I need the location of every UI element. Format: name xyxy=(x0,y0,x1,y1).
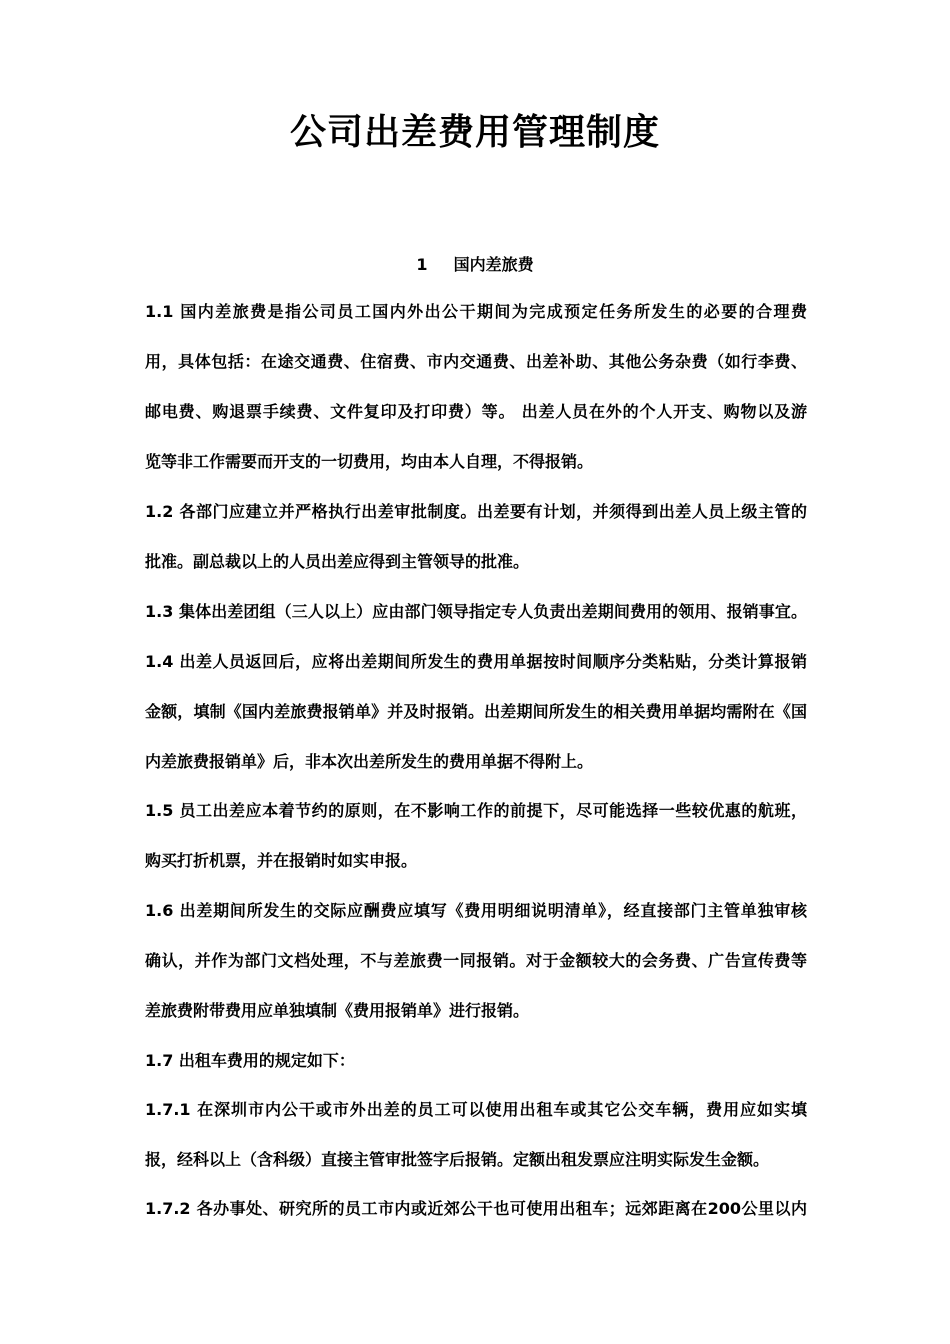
paragraph-line: 金额，填制《国内差旅费报销单》并及时报销。出差期间所发生的相关费用单据均需附在《国 xyxy=(145,702,807,721)
paragraph-line: 报，经科以上（含科级）直接主管审批签字后报销。定额出租发票应注明实际发生金额。 xyxy=(145,1150,770,1169)
paragraph-line: 内差旅费报销单》后，非本次出差所发生的费用单据不得附上。 xyxy=(145,752,594,771)
paragraph-line: 差旅费附带费用应单独填制《费用报销单》进行报销。 xyxy=(145,1001,530,1020)
paragraph-line: 1.2 各部门应建立并严格执行出差审批制度。出差要有计划，并须得到出差人员上级主管的 xyxy=(145,502,807,521)
paragraph-line: 1.7.2 各办事处、研究所的员工市内或近郊公干也可使用出租车；远郊距离在200公里以内 xyxy=(145,1199,807,1218)
document-title: 公司出差费用管理制度 xyxy=(289,112,660,153)
paragraph-line: 批准。副总裁以上的人员出差应得到主管领导的批准。 xyxy=(145,552,530,571)
paragraph-line: 1.3 集体出差团组（三人以上）应由部门领导指定专人负责出差期间费用的领用、报销事宜。 xyxy=(145,602,807,621)
paragraph-line: 1.5 员工出差应本着节约的原则，在不影响工作的前提下，尽可能选择一些较优惠的航班， xyxy=(145,801,807,820)
paragraph-line: 购买打折机票，并在报销时如实申报。 xyxy=(145,851,418,870)
paragraph-line: 邮电费、购退票手续费、文件复印及打印费）等。 出差人员在外的个人开支、购物以及游 xyxy=(145,402,807,421)
section-heading xyxy=(0,252,950,275)
paragraph-line: 1.4 出差人员返回后，应将出差期间所发生的费用单据按时间顺序分类粘贴，分类计算报销 xyxy=(145,652,807,671)
paragraph-line: 1.7 出租车费用的规定如下： xyxy=(145,1051,355,1070)
section-number: 1 xyxy=(416,255,428,274)
paragraph-line: 1.1 国内差旅费是指公司员工国内外出公干期间为完成预定任务所发生的必要的合理费 xyxy=(145,302,807,321)
section-title: 国内差旅费 xyxy=(453,255,534,274)
paragraph-line: 览等非工作需要而开支的一切费用，均由本人自理，不得报销。 xyxy=(145,452,594,471)
paragraph-line: 1.6 出差期间所发生的交际应酬费应填写《费用明细说明清单》，经直接部门主管单独审核 xyxy=(145,901,807,920)
paragraph-line: 确认，并作为部门文档处理，不与差旅费一同报销。对于金额较大的会务费、广告宣传费等 xyxy=(145,951,807,970)
paragraph-line: 1.7.1 在深圳市内公干或市外出差的员工可以使用出租车或其它公交车辆，费用应如实填 xyxy=(145,1100,807,1119)
paragraph-line: 用，具体包括：在途交通费、住宿费、市内交通费、出差补助、其他公务杂费（如行李费、 xyxy=(145,352,807,371)
